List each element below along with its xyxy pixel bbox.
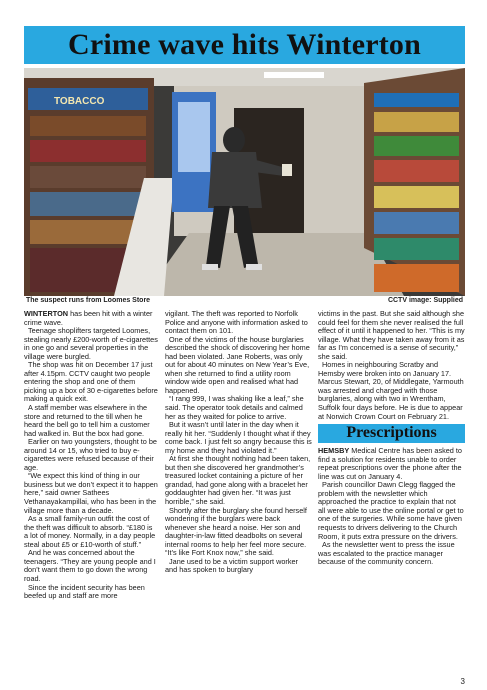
- sidebar-title: Prescriptions: [346, 424, 437, 442]
- photo-credit: CCTV image: Supplied: [387, 297, 463, 304]
- sidebar-dateline: HEMSBY: [318, 446, 350, 456]
- headline-bar: [24, 26, 465, 64]
- article-paragraph: At first she thought nothing had been taken, but then she discovered her grandmother’s treasured locket containing a picture of her grandad, had gone along with a bracelet her goddaughter had given her. “It was just horrible,” she said.: [165, 454, 311, 507]
- photo-caption-bar: [24, 296, 465, 308]
- cctv-still-image: [24, 68, 465, 296]
- sidebar-paragraph: Parish councillor Dawn Clegg flagged the problem with the newsletter which approached the practice to explain that not all were able to use the online portal or get to one of the surgeries. While some have given requests to drivers delivering to the Church Room, it puts extra pressure on the drivers.: [318, 480, 464, 541]
- article-paragraph: “I rang 999, I was shaking like a leaf,” she said. The operator took details and calmed her as they waited for police to arrive.: [165, 394, 304, 421]
- sidebar-paragraph: HEMSBY Medical Centre has been asked to find a solution for residents unable to order repeat prescriptions over the phone after the line was cut on January 4.: [318, 446, 462, 481]
- article-paragraph: vigilant. The theft was reported to Norfolk Police and anyone with information asked to contact them on 101.: [165, 309, 308, 336]
- article-paragraph: And he was concerned about the teenagers. “They are young people and I don’t want them to go down the wrong road.: [24, 548, 156, 583]
- article-paragraph: One of the victims of the house burglaries described the shock of discovering her home had been violated. Jane Roberts, was only out for about 40 minutes on New Year’s Eve, when she returned to find a utility room window wide open and realised what had happened.: [165, 334, 310, 395]
- article-paragraph: Jane used to be a victim support worker and has spoken to burglary: [165, 556, 298, 575]
- article-paragraph: WINTERTON has been hit with a winter crime wave.: [24, 309, 153, 327]
- article-paragraph: The shop was hit on December 17 just after 4.15pm. CCTV caught two people entering the shop and one of them picking up a box of 30 e-cigarettes before making a quick exit.: [24, 360, 158, 404]
- headline: Crime wave hits Winterton: [67, 28, 422, 61]
- article-paragraph: Teenage shoplifters targeted Loomes, stealing nearly £200-worth of e-cigarettes in one go and several properties in the village were burgled.: [24, 326, 158, 361]
- article-paragraph: Shortly after the burglary she found herself wondering if the burglars were back whenever she heard a noise. Her son and daughter-in-law fitted deadbolts on several internal rooms to help her feel more secure. “It’s like Fort Knox now,” she said.: [165, 505, 307, 558]
- article-paragraph: Since the incident security has been beefed up and staff are more: [24, 582, 145, 601]
- photo-caption: The suspect runs from Loomes Store: [26, 297, 151, 304]
- article-column-2: [165, 310, 312, 575]
- article-paragraph: Homes in neighbouring Scratby and Hemsby were broken into on January 17. Marcus Stewart, 20, of Middlegate, Yarmouth was arrested and charged with those burglaries, along with two in Wrentham, Suffolk four days before. He is due to appear at Norwich Crown Court on February 21.: [318, 360, 464, 421]
- article-paragraph: A staff member was elsewhere in the store and returned to the till when he heard the bell go to tell him a customer had walked in. But the box had gone.: [24, 403, 150, 438]
- tobacco-sign: TOBACCO: [54, 96, 105, 107]
- article-paragraph: But it wasn’t until later in the day when it really hit her. “Suddenly I thought what if they come back. I just felt so angry because this is my home and they had violated it.”: [165, 420, 312, 455]
- article-paragraph: As a small family-run outfit the cost of the theft was difficult to absorb. “£180 is a lot of money. Normally, in a day people steal about £5 or £10-worth of stuff.”: [24, 514, 156, 549]
- article-paragraph: Earlier on two youngsters, thought to be around 14 or 15, who tried to buy e-cigarettes were refused because of their age.: [24, 437, 157, 472]
- article-column-3: [318, 310, 465, 567]
- cctv-photo: [24, 68, 465, 296]
- article-paragraph: “We expect this kind of thing in our business but we don’t expect it to happen here,” said owner Sathees Vethanayakampillai, who has been in the village more than a decade.: [24, 471, 158, 515]
- sidebar-paragraph: As the newsletter went to press the issue was escalated to the practice manager because of the community concern.: [318, 540, 455, 567]
- article-column-1: [24, 310, 158, 601]
- sidebar-title-bar: [318, 424, 465, 443]
- article-paragraph: victims in the past. But she said although she could feel for them she never realised the full effect of it until it happened to her. “This is my village. What they have taken away from it as far as I’m concerned is a sense of security,” she said.: [318, 309, 465, 361]
- page-number: 3: [460, 677, 465, 686]
- dateline: WINTERTON: [24, 309, 69, 318]
